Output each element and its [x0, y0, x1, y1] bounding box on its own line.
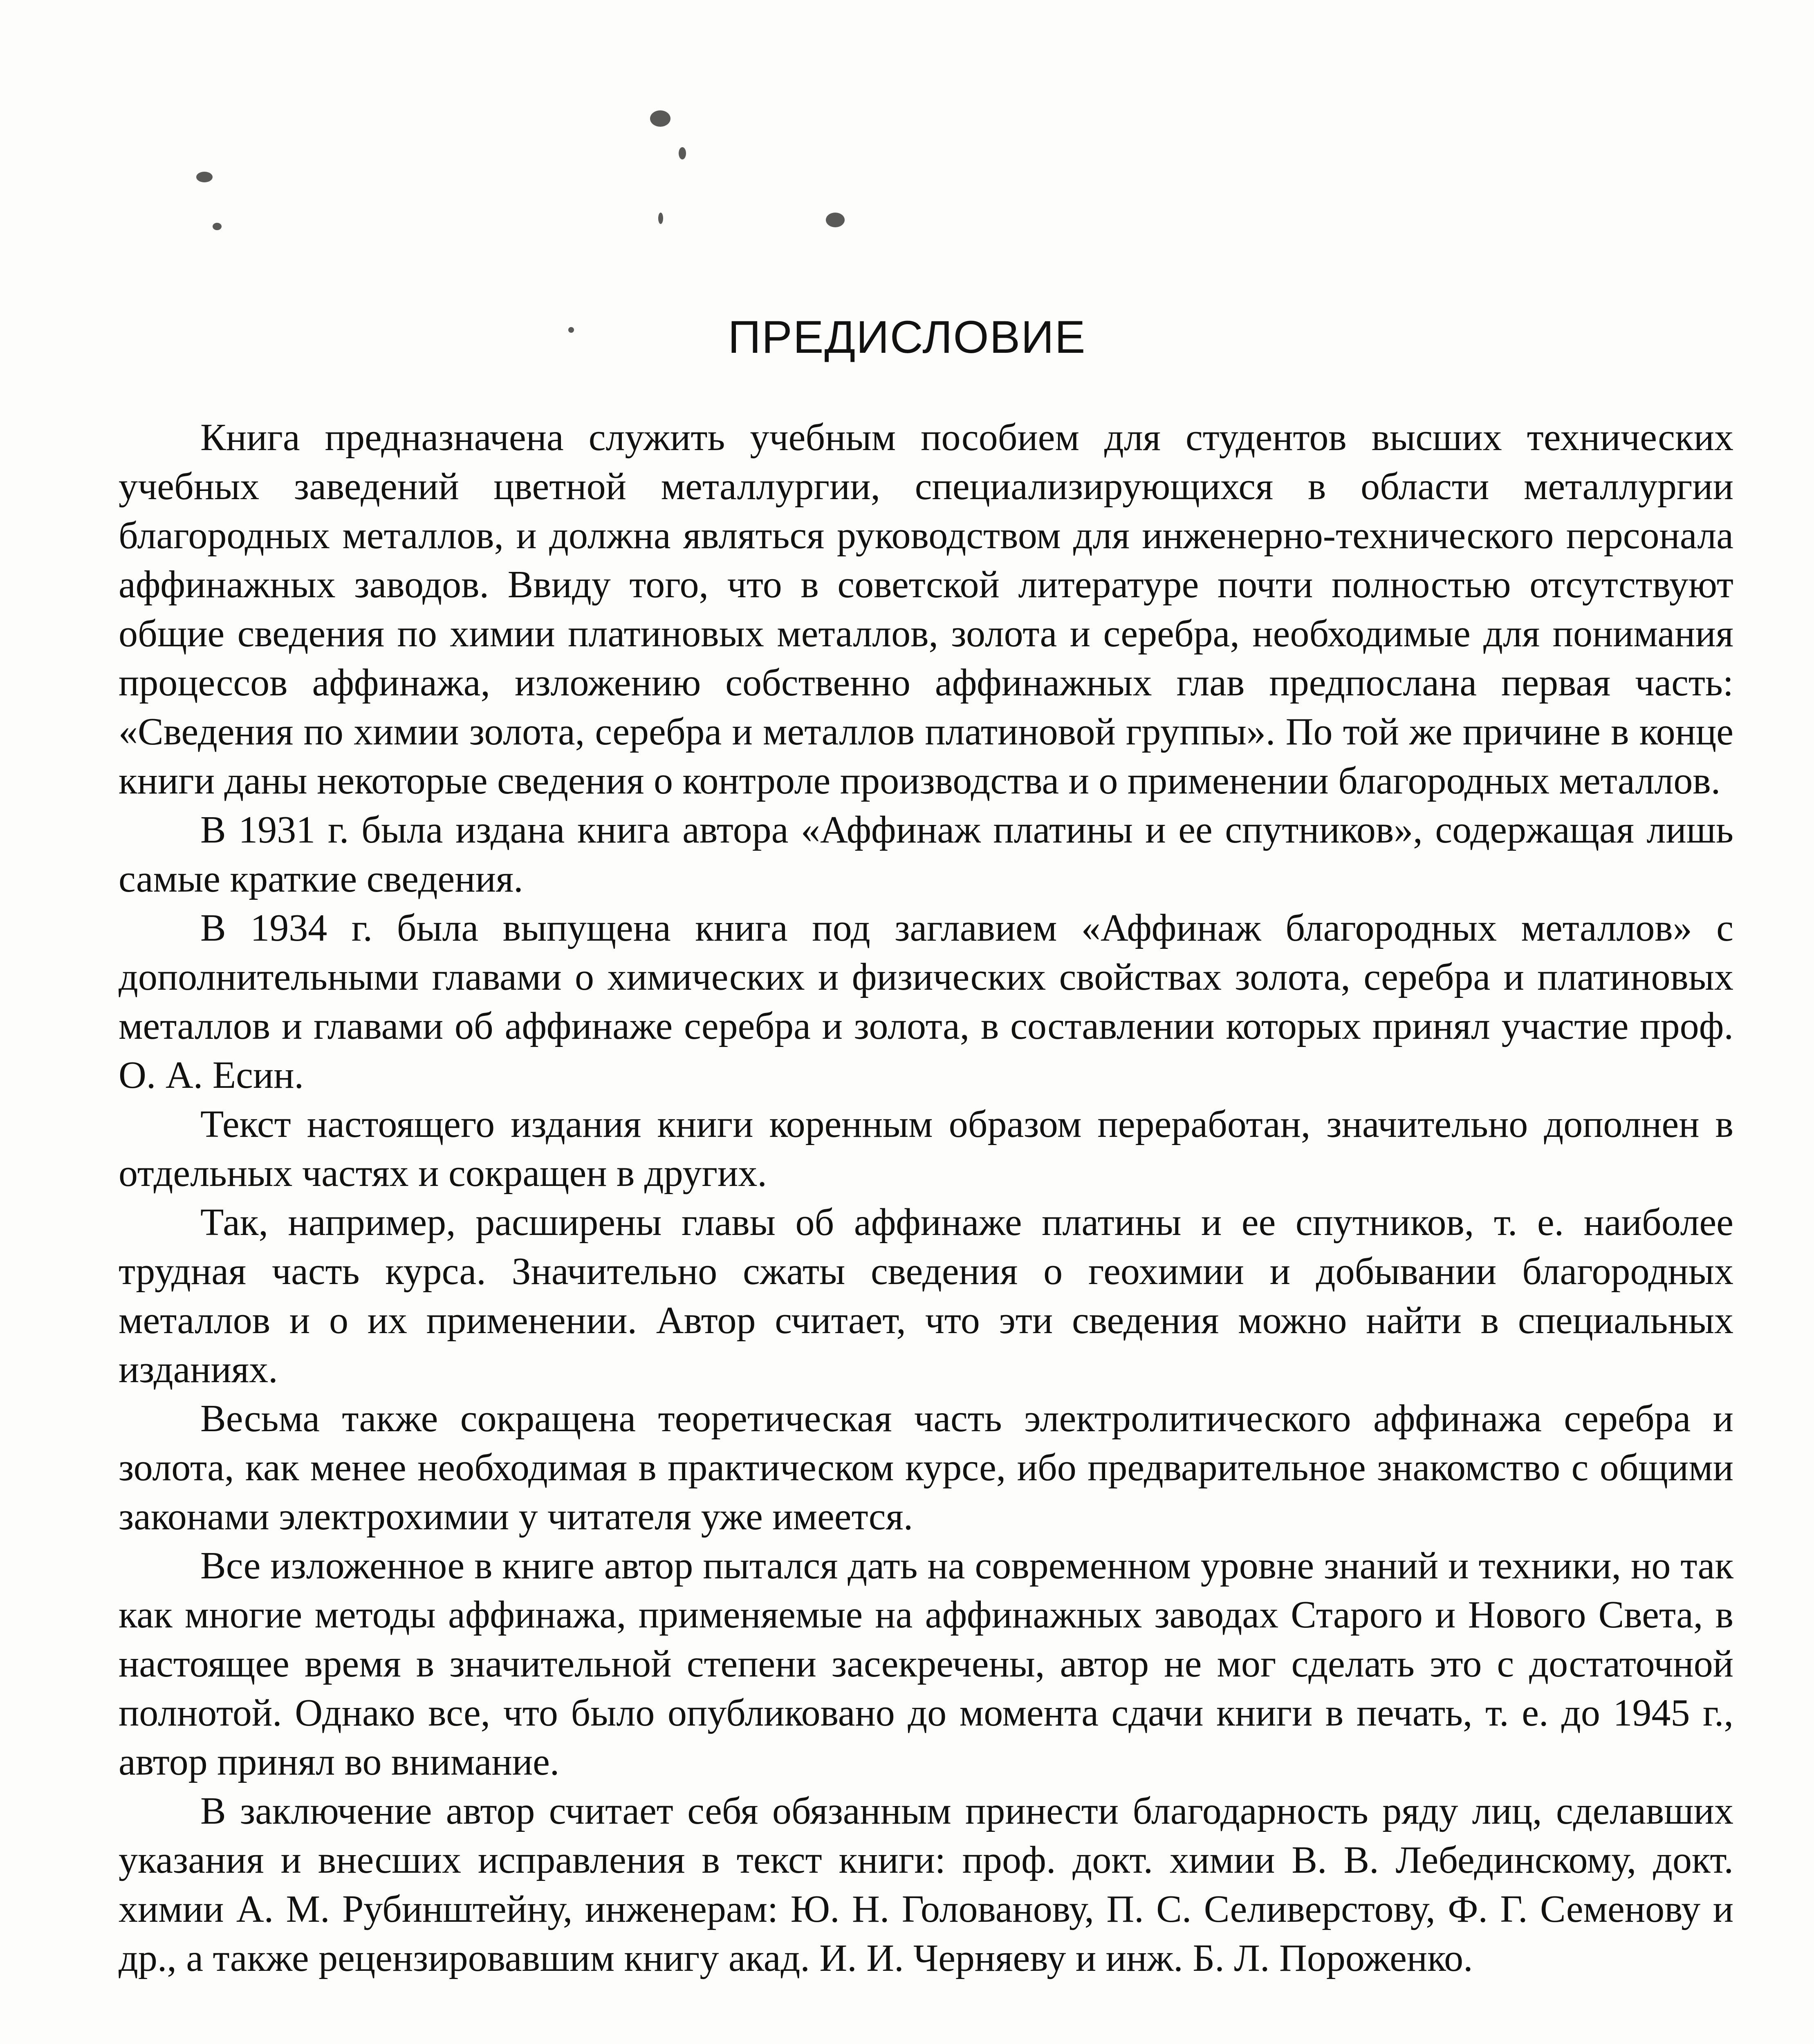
paragraph: В 1931 г. была издана книга автора «Аффинаж платины и ее спутников», содержащая лишь самые краткие сведения.	[119, 809, 1733, 900]
body-text	[119, 413, 1733, 1983]
page-title: ПРЕДИСЛОВИЕ	[728, 312, 1086, 363]
paragraph: Книга предназначена служить учебным пособием для студентов высших технических учебных заведений цветной металлургии, специализирующихся в области металлургии благородных металлов, и должна являться руководством для инженерно-технического персонала аффинажных заводов. Ввиду того, что в советской литературе почти полностью отсутствуют общие сведения по химии платиновых металлов, золота и серебра, необходимые для понимания процессов аффинажа, изложению собственно аффинажных глав предпослана первая часть: «Сведения по химии золота, серебра и металлов платиновой группы». По той же причине в конце книги даны некоторые сведения о контроле производства и о применении благородных металлов.	[119, 416, 1733, 802]
print-speck	[679, 147, 686, 159]
print-speck	[658, 213, 663, 224]
print-speck	[826, 213, 845, 227]
paragraph: Так, например, расширены главы об аффинаже платины и ее спутников, т. е. наиболее трудная часть курса. Значительно сжаты сведения о геохимии и добывании благородных металлов и о их применении. Автор считает, что эти сведения можно найти в специальных изданиях.	[119, 1201, 1733, 1391]
paragraph: Текст настоящего издания книги коренным образом переработан, значительно дополнен в отдельных частях и сокращен в других.	[119, 1103, 1733, 1195]
paragraph: Весьма также сокращена теоретическая часть электролитического аффинажа серебра и золота, как менее необходимая в практическом курсе, ибо предварительное знакомство с общими законами электрохимии у читателя уже имеется.	[119, 1397, 1733, 1538]
print-speck	[213, 223, 222, 230]
paragraph: Все изложенное в книге автор пытался дать на современном уровне знаний и техники, но так как многие методы аффинажа, применяемые на аффинажных заводах Старого и Нового Света, в настоящее время в значительной степени засекречены, автор не мог сделать это с достаточной полнотой. Однако все, что было опубликовано до момента сдачи книги в печать, т. е. до 1945 г., автор принял во внимание.	[119, 1544, 1733, 1783]
paragraph: В заключение автор считает себя обязанным принести благодарность ряду лиц, сделавших указания и внесших исправления в текст книги: проф. докт. химии В. В. Лебединскому, докт. химии А. М. Рубинштейну, инженерам: Ю. Н. Голованову, П. С. Селиверстову, Ф. Г. Семенову и др., а также рецензировавшим книгу акад. И. И. Черняеву и инж. Б. Л. Пороженко.	[119, 1790, 1733, 1979]
paragraph: В 1934 г. была выпущена книга под заглавием «Аффинаж благородных металлов» с дополнительными главами о химических и физических свойствах золота, серебра и платиновых металлов и главами об аффинаже серебра и золота, в составлении которых принял участие проф. О. А. Есин.	[119, 907, 1733, 1096]
print-speck	[650, 110, 670, 127]
print-speck	[196, 172, 213, 182]
